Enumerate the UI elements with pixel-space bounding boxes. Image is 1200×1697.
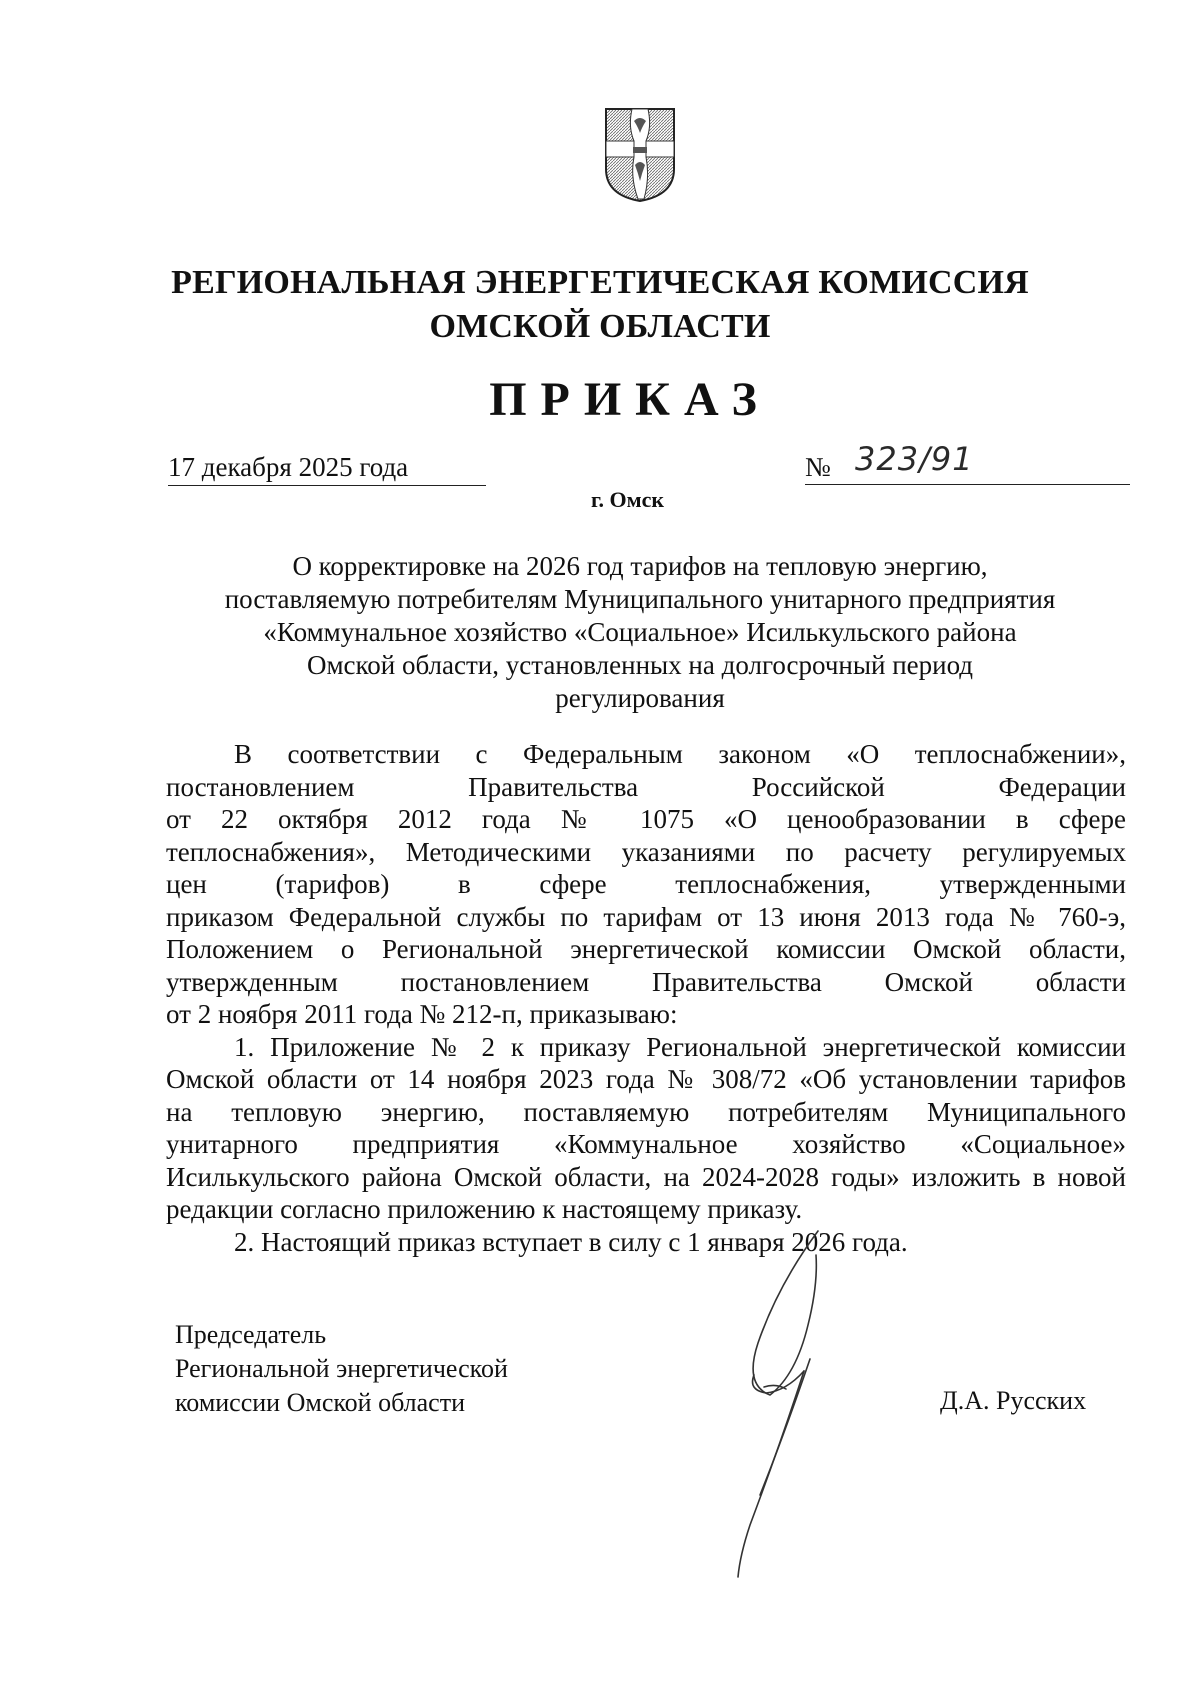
body-line: Положением о Региональной энергетической комиссии Омской области,: [166, 934, 1126, 964]
body-line: В соответствии с Федеральным законом «О теплоснабжении»,: [234, 739, 1126, 769]
body-line: утвержденным постановлением Правительства Омской области: [166, 966, 1126, 997]
signer-position-line: Председатель: [175, 1320, 327, 1349]
signer-position: [175, 1318, 508, 1420]
body-line: приказом Федеральной службы по тарифам от 13 июня 2013 года № 760-э,: [166, 901, 1126, 932]
body-line: от 2 ноября 2011 года № 212-п, приказываю:: [166, 999, 678, 1029]
document-type-title: ПРИКАЗ: [489, 373, 771, 426]
body-line: на тепловую энергию, поставляемую потребителям Муниципального: [166, 1096, 1126, 1127]
body-line: 1. Приложение № 2 к приказу Региональной энергетической комиссии: [234, 1031, 1126, 1062]
signer-position-line: Региональной энергетической: [175, 1354, 508, 1383]
subject-line: поставляемую потребителям Муниципального унитарного предприятия: [224, 584, 1056, 614]
document-subject: [160, 550, 1120, 715]
signer-position-line: комиссии Омской области: [175, 1388, 465, 1417]
body-line: от 22 октября 2012 года № 1075 «О ценообразовании в сфере: [166, 804, 1126, 834]
body-line: цен (тарифов) в сфере теплоснабжения, утвержденными: [166, 869, 1126, 899]
body-line: Исилькульского района Омской области, на 2024-2028 годы» изложить в новой: [166, 1161, 1126, 1192]
subject-line: О корректировке на 2026 год тарифов на тепловую энергию,: [292, 551, 988, 581]
document-number-field: [805, 436, 1130, 485]
subject-line: регулирования: [555, 683, 725, 713]
subject-line: «Коммунальное хозяйство «Социальное» Исилькульского района: [263, 617, 1017, 647]
body-line: 2. Настоящий приказ вступает в силу с 1 января 2026 года.: [234, 1226, 908, 1257]
document-body: [166, 738, 1126, 1258]
number-sign: №: [805, 452, 831, 482]
body-line: редакции согласно приложению к настоящему приказу.: [166, 1194, 803, 1224]
signer-name: Д.А. Русских: [940, 1386, 1087, 1415]
document-date: 17 декабря 2025 года: [168, 452, 486, 486]
document-city: г. Омск: [590, 487, 665, 512]
coat-of-arms-emblem: [604, 107, 676, 203]
handwritten-signature: [700, 1225, 850, 1580]
organization-name-line2: ОМСКОЙ ОБЛАСТИ: [429, 308, 771, 345]
body-line: постановлением Правительства Российской Федерации: [166, 771, 1126, 802]
body-line: Омской области от 14 ноября 2023 года № 308/72 «Об установлении тарифов: [166, 1064, 1126, 1094]
document-number-handwritten: 323/91: [855, 440, 974, 478]
organization-name-line1: РЕГИОНАЛЬНАЯ ЭНЕРГЕТИЧЕСКАЯ КОМИССИЯ: [171, 264, 1029, 301]
body-line: унитарного предприятия «Коммунальное хозяйство «Социальное»: [166, 1129, 1126, 1159]
body-line: теплоснабжения», Методическими указаниями по расчету регулируемых: [166, 836, 1126, 867]
subject-line: Омской области, установленных на долгосрочный период: [306, 650, 974, 680]
